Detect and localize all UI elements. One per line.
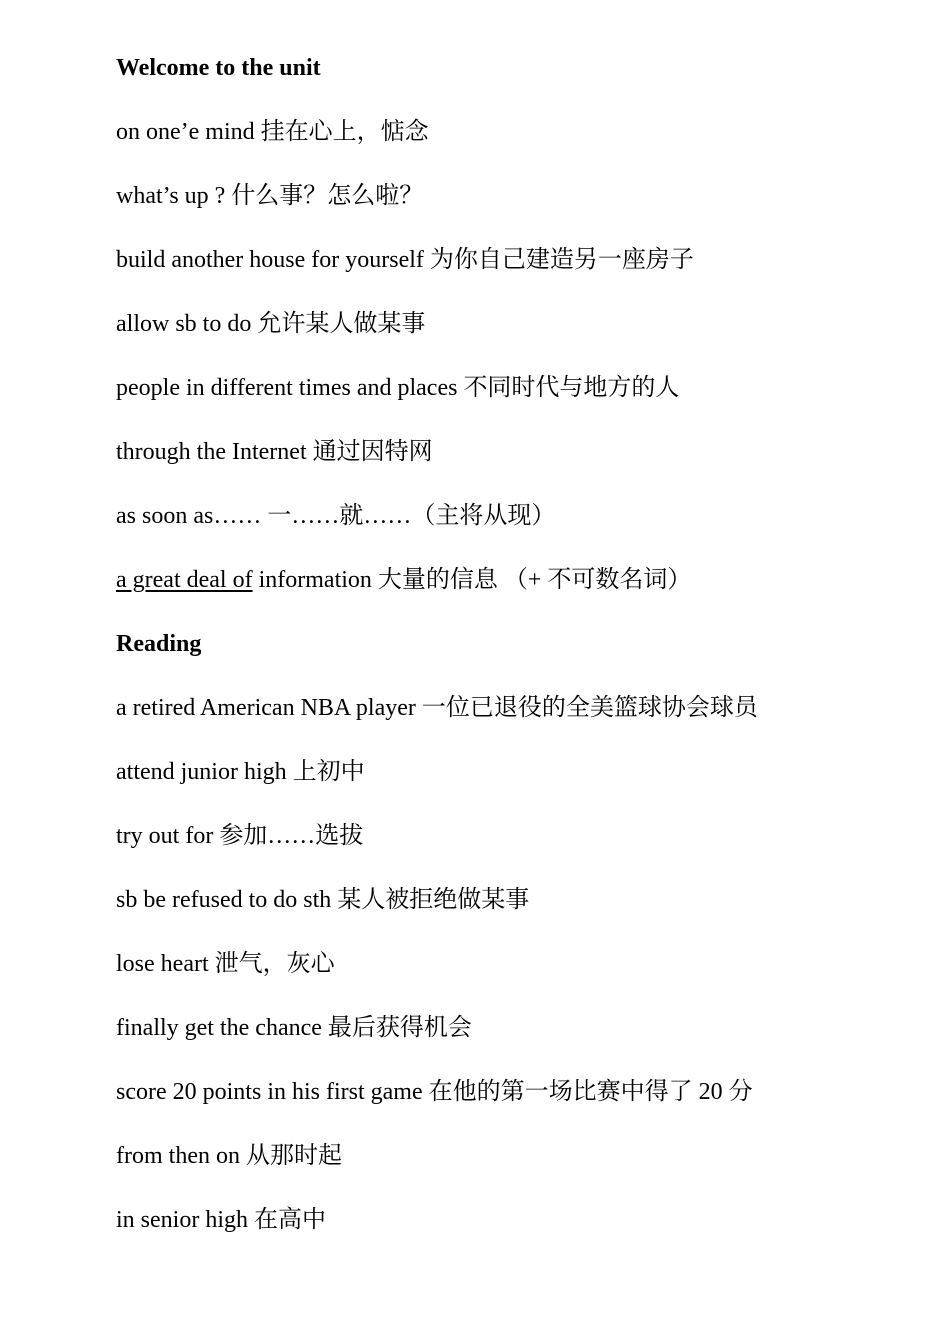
phrase-line: people in different times and places 不同时代与地方的人: [116, 375, 680, 401]
phrase-line: what’s up ? 什么事？怎么啦？: [116, 183, 424, 209]
phrase-remainder: information 大量的信息 （+ 不可数名词）: [252, 567, 692, 593]
phrase-line: on one’e mind 挂在心上，惦念: [116, 119, 429, 145]
phrase-line: finally get the chance 最后获得机会: [116, 1015, 472, 1041]
phrase-line: allow sb to do 允许某人做某事: [116, 311, 426, 337]
phrase-line: a retired American NBA player 一位已退役的全美篮球协会球员: [116, 695, 758, 721]
phrase-line: build another house for yourself 为你自己建造另一座房子: [116, 247, 694, 273]
section-heading-welcome: Welcome to the unit: [116, 55, 321, 81]
phrase-line: score 20 points in his first game 在他的第一场比赛中得了 20 分: [116, 1079, 753, 1105]
phrase-line: attend junior high 上初中: [116, 759, 365, 785]
phrase-line: as soon as…… 一……就……（主将从现）: [116, 503, 556, 529]
phrase-line: through the Internet 通过因特网: [116, 439, 433, 465]
phrase-line-great-deal: [116, 565, 691, 595]
phrase-line: in senior high 在高中: [116, 1207, 326, 1233]
phrase-line: lose heart 泄气，灰心: [116, 951, 335, 977]
underlined-phrase: a great deal of: [116, 567, 253, 593]
phrase-line: from then on 从那时起: [116, 1143, 342, 1169]
phrase-line: sb be refused to do sth 某人被拒绝做某事: [116, 887, 530, 913]
phrase-line: try out for 参加……选拔: [116, 823, 364, 849]
section-heading-reading: Reading: [116, 631, 202, 657]
